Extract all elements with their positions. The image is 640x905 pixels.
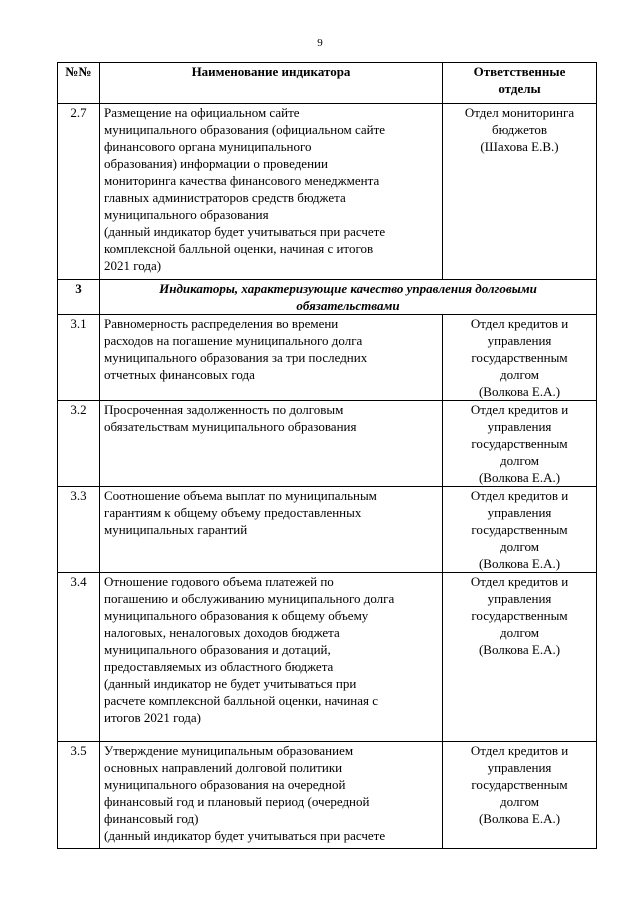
row-num: 3.1	[58, 315, 100, 401]
row-num: 3.2	[58, 401, 100, 487]
row-num: 2.7	[58, 104, 100, 280]
header-name: Наименование индикатора	[100, 63, 443, 104]
row-dept: Отдел кредитов и управления государственным долгом (Волкова Е.А.)	[443, 742, 597, 849]
row-dept: Отдел кредитов и управления государственным долгом (Волкова Е.А.)	[443, 573, 597, 742]
table-row	[58, 104, 597, 280]
indicators-table	[57, 62, 597, 849]
table-row	[58, 487, 597, 573]
table-row	[58, 401, 597, 487]
row-num: 3.3	[58, 487, 100, 573]
section-num: 3	[58, 280, 100, 315]
row-name: Отношение годового объема платежей по погашению и обслуживанию муниципального долга муниципального образования к общему объему налоговых, неналоговых доходов бюджета муниципального образования и дотаций, предоставляемых из областного бюджета (данный индикатор не будет учитываться при расчете комплексной балльной оценки, начиная с итогов 2021 года)	[100, 573, 443, 742]
row-name: Размещение на официальном сайте муниципального образования (официальном сайте финансового органа муниципального образования) информации о проведении мониторинга качества финансового менеджмента главных администраторов средств бюджета муниципального образования (данный индикатор будет учитываться при расчете комплексной балльной оценки, начиная с итогов 2021 года)	[100, 104, 443, 280]
table-row	[58, 742, 597, 849]
row-name: Соотношение объема выплат по муниципальным гарантиям к общему объему предоставленных муниципальных гарантий	[100, 487, 443, 573]
row-dept: Отдел кредитов и управления государственным долгом (Волкова Е.А.)	[443, 487, 597, 573]
table-row	[58, 573, 597, 742]
section-title: Индикаторы, характеризующие качество управления долговыми обязательствами	[100, 280, 597, 315]
row-num: 3.4	[58, 573, 100, 742]
row-dept: Отдел кредитов и управления государственным долгом (Волкова Е.А.)	[443, 401, 597, 487]
row-dept: Отдел мониторинга бюджетов (Шахова Е.В.)	[443, 104, 597, 280]
table-row	[58, 315, 597, 401]
row-num: 3.5	[58, 742, 100, 849]
row-name: Равномерность распределения во времени расходов на погашение муниципального долга муниципального образования за три последних отчетных финансовых года	[100, 315, 443, 401]
section-row	[58, 280, 597, 315]
row-dept: Отдел кредитов и управления государственным долгом (Волкова Е.А.)	[443, 315, 597, 401]
page-number: 9	[317, 37, 323, 49]
row-name: Просроченная задолженность по долговым обязательствам муниципального образования	[100, 401, 443, 487]
table-header-row	[58, 63, 597, 104]
header-num: №№	[58, 63, 100, 104]
row-name: Утверждение муниципальным образованием основных направлений долговой политики муниципального образования на очередной финансовый год и плановый период (очередной финансовый год) (данный индикатор будет учитываться при расчете	[100, 742, 443, 849]
header-dept: Ответственные отделы	[443, 63, 597, 104]
